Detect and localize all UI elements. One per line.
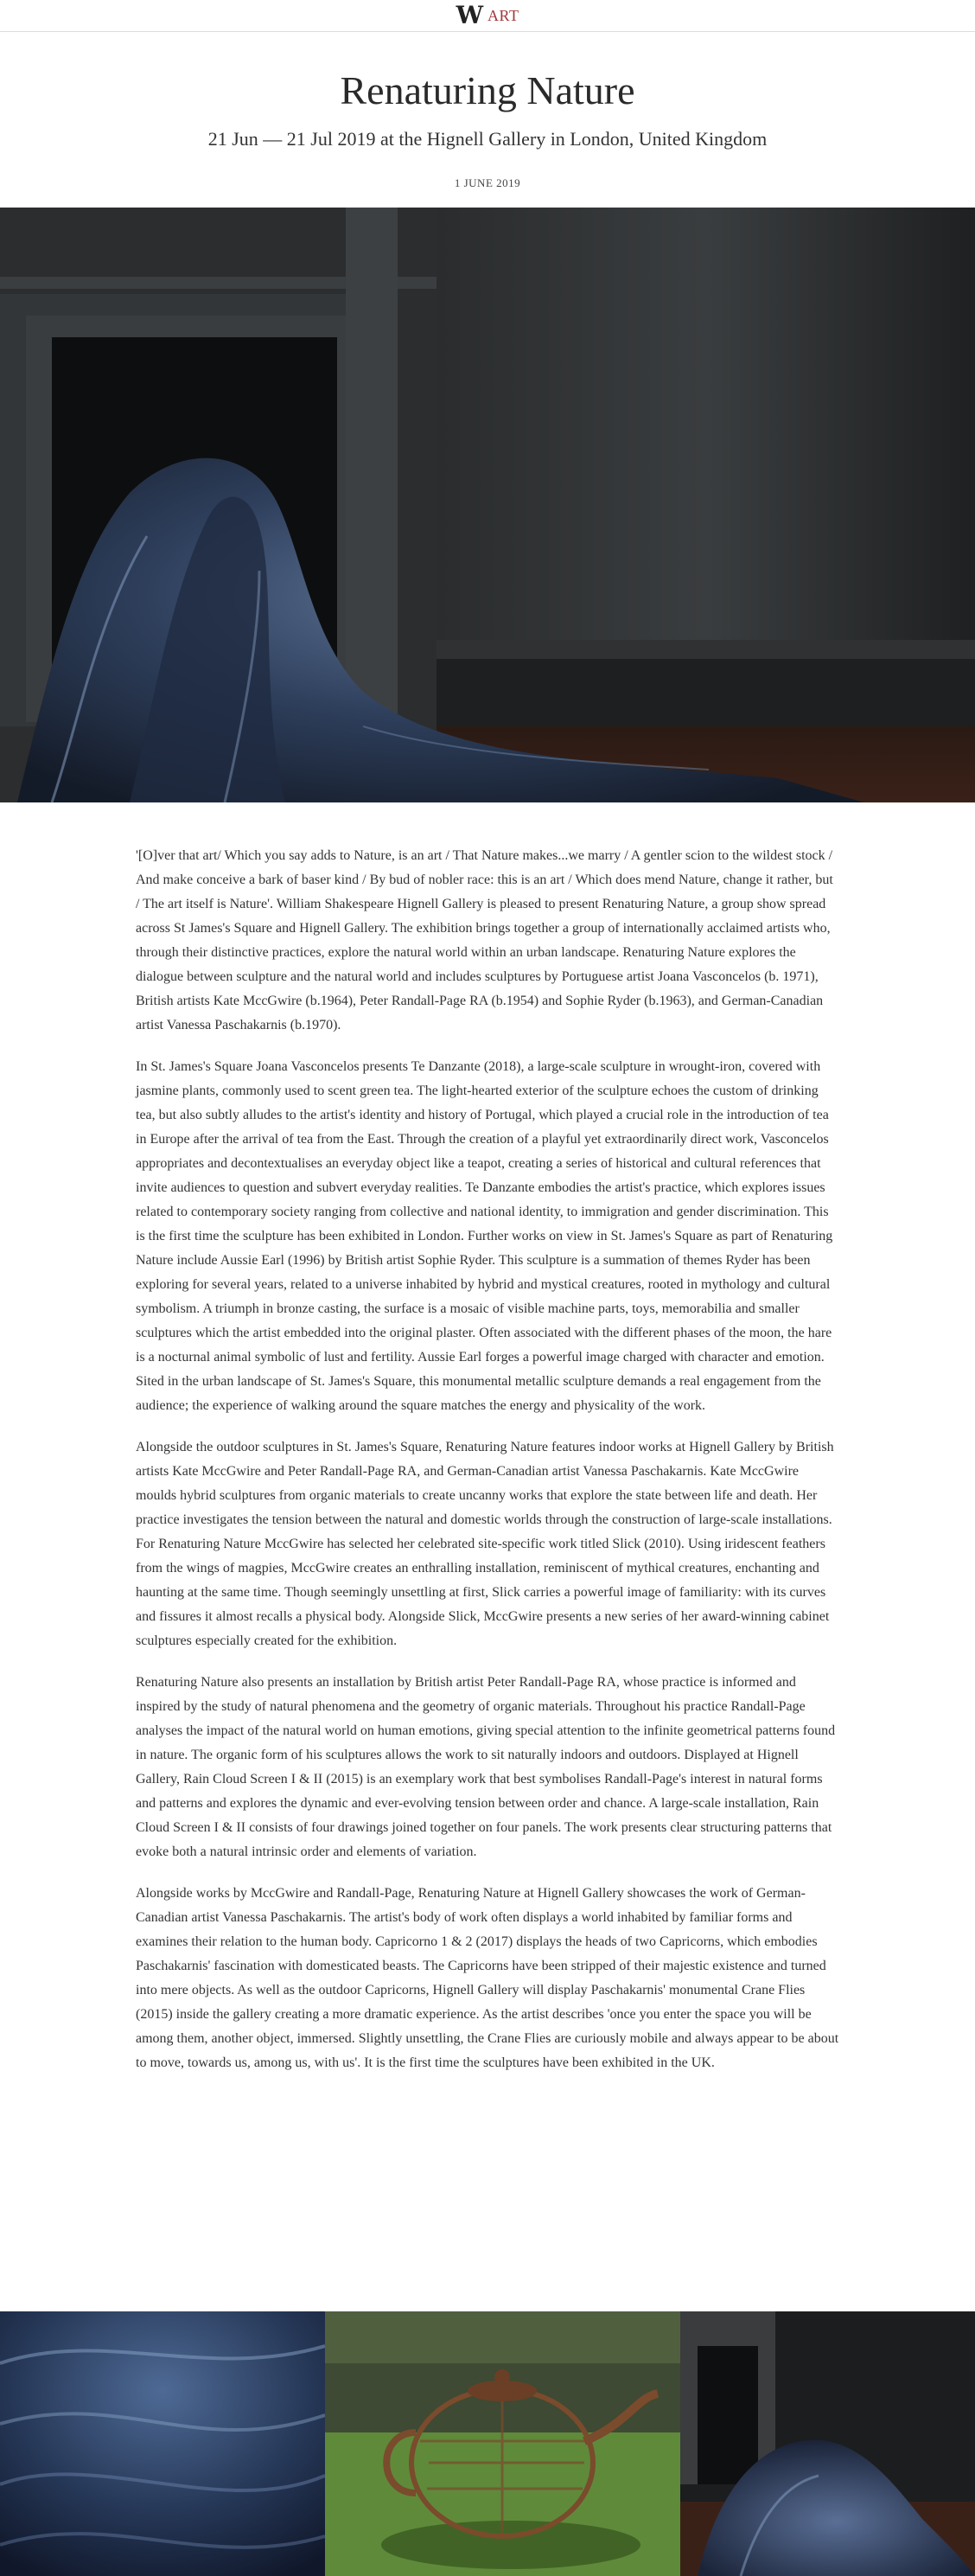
page-title: Renaturing Nature [340, 68, 635, 112]
gallery-image-3[interactable] [680, 2311, 975, 2576]
gallery-image-2[interactable] [325, 2311, 680, 2576]
logo-w-icon[interactable]: W [456, 1, 483, 29]
publish-date: 1 JUNE 2019 [454, 176, 521, 189]
article-paragraph: Renaturing Nature also presents an installation by British artist Peter Randall-Page RA, whose practice is informed and inspired by the study of natural phenomena and the geometry of organic materials. Throughout his practice Randall-Page analyses the impact of the natural world on human emotions, giving special attention to the infinite geometrical patterns found in nature. The organic form of his sculptures allows the work to sit naturally indoors and outdoors. Displayed at Hignell Gallery, Rain Cloud Screen I & II (2015) is an exemplary work that best symbolises Randall-Page's interest in natural forms and patterns and explores the dynamic and ever-evolving tension between order and chance. A large-scale installation, Rain Cloud Screen I & II consists of four drawings joined together on four panels. The work presents clear structuring patterns that evoke both a natural intrinsic order and elements of variation. [136, 1675, 836, 1859]
feathers-closeup-image [0, 2311, 325, 2576]
nav-link-art[interactable]: ART [488, 6, 519, 24]
feather-sculpture-fireplace-image [0, 208, 975, 802]
feather-sculpture-floor-image [680, 2311, 975, 2576]
article-paragraph: Alongside the outdoor sculptures in St. James's Square, Renaturing Nature features indoor works at Hignell Gallery by British artists Kate MccGwire and Peter Randall-Page RA, and German-Canadian artist Vanessa Paschakarnis. Kate MccGwire moulds hybrid sculptures from organic materials to create uncanny works that explore the state between life and death. Her practice investigates the tension between the natural and domestic worlds through the construction of large-scale installations. For Renaturing Nature MccGwire has selected her celebrated site-specific work titled Slick (2010). Using iridescent feathers from the wings of magpies, MccGwire creates an enthralling installation, reminiscent of mythical creatures, enchanting and haunting at the same time. Though seemingly unsettling at first, Slick carries a powerful image of familiarity: with its curves and fissures it almost recalls a physical body. Alongside Slick, MccGwire presents a new series of her award-winning cabinet sculptures especially created for the exhibition. [136, 1440, 834, 1648]
article-paragraph: '[O]ver that art/ Which you say adds to Nature, is an art / That Nature makes...we marry / A gentler scion to the wildest stock / And make conceive a bark of baser kind / By bud of nobler race: this is an art / Which does mend Nature, change it rather, but / The art itself is Nature'. William Shakespeare Hignell Gallery is pleased to present Renaturing Nature, a group show spread across St James's Square and Hignell Gallery. The exhibition brings together a group of internationally acclaimed artists who, through their distinctive practices, explore the natural world within an urban landscape. Renaturing Nature explores the dialogue between sculpture and the natural world and includes sculptures by Portuguese artist Joana Vasconcelos (b. 1971), British artists Kate MccGwire (b.1964), Peter Randall-Page RA (b.1954) and Sophie Ryder (b.1963), and German-Canadian artist Vanessa Paschakarnis (b.1970). [136, 848, 833, 1032]
article-paragraph: In St. James's Square Joana Vasconcelos presents Te Danzante (2018), a large-scale sculpture in wrought-iron, covered with jasmine plants, commonly used to scent green tea. The light-hearted exterior of the sculpture echoes the custom of drinking tea, but also subtly alludes to the artist's identity and history of Portugal, which played a crucial role in the introduction of tea in Europe after the arrival of tea from the East. Through the creation of a playful yet extraordinarily direct work, Vasconcelos appropriates and decontextualises an everyday object like a teapot, creating a series of historical and cultural references that invite audiences to question and subvert everyday realities. Te Danzante embodies the artist's practice, which explores issues related to contemporary society ranging from collective and national identity, to immigration and gender discrimination. This is the first time the sculpture has been exhibited in London. Further works on view in St. James's Square as part of Renaturing Nature include Aussie Earl (1996) by British artist Sophie Ryder. This sculpture is a summation of themes Ryder has been exploring for several years, related to a universe inhabited by hybrid and mystical creatures, rooted in mythology and cultural symbolism. A triumph in bronze casting, the surface is a mosaic of visible machine parts, toys, memorabilia and smaller sculptures which the artist embedded into the original plaster. Often associated with the different phases of the moon, the hare is a nocturnal animal symbolic of lust and fertility. Aussie Earl forges a powerful image charged with character and emotion. Sited in the urban landscape of St. James's Square, this monumental metallic sculpture demands a real engagement from the audience; the experience of walking around the square matches the energy and physicality of the work. [136, 1059, 833, 1413]
page-subtitle: 21 Jun — 21 Jul 2019 at the Hignell Gallery in London, United Kingdom [207, 128, 768, 150]
article-body [136, 844, 839, 2093]
image-gallery [0, 2311, 975, 2576]
hero-image [0, 208, 975, 802]
gallery-image-1[interactable] [0, 2311, 325, 2576]
top-navigation-bar [0, 0, 975, 32]
article-paragraph: Alongside works by MccGwire and Randall-Page, Renaturing Nature at Hignell Gallery showcases the work of German-Canadian artist Vanessa Paschakarnis. The artist's body of work often displays a world inhabited by familiar forms and examines their relation to the human body. Capricorno 1 & 2 (2017) displays the heads of two Capricorns, which embodies Paschakarnis' fascination with domesticated beasts. The Capricorns have been stripped of their majestic existence and turned into mere objects. As well as the outdoor Capricorns, Hignell Gallery will display Paschakarnis' monumental Crane Flies (2015) inside the gallery creating a more dramatic experience. As the artist describes 'once you enter the space you will be among them, another object, immersed. Slightly unsettling, the Crane Flies are curiously mobile and always appear to be about to move, towards us, among us, with us'. It is the first time the sculptures have been exhibited in the UK. [136, 1886, 839, 2070]
teapot-sculpture-image [325, 2311, 680, 2576]
